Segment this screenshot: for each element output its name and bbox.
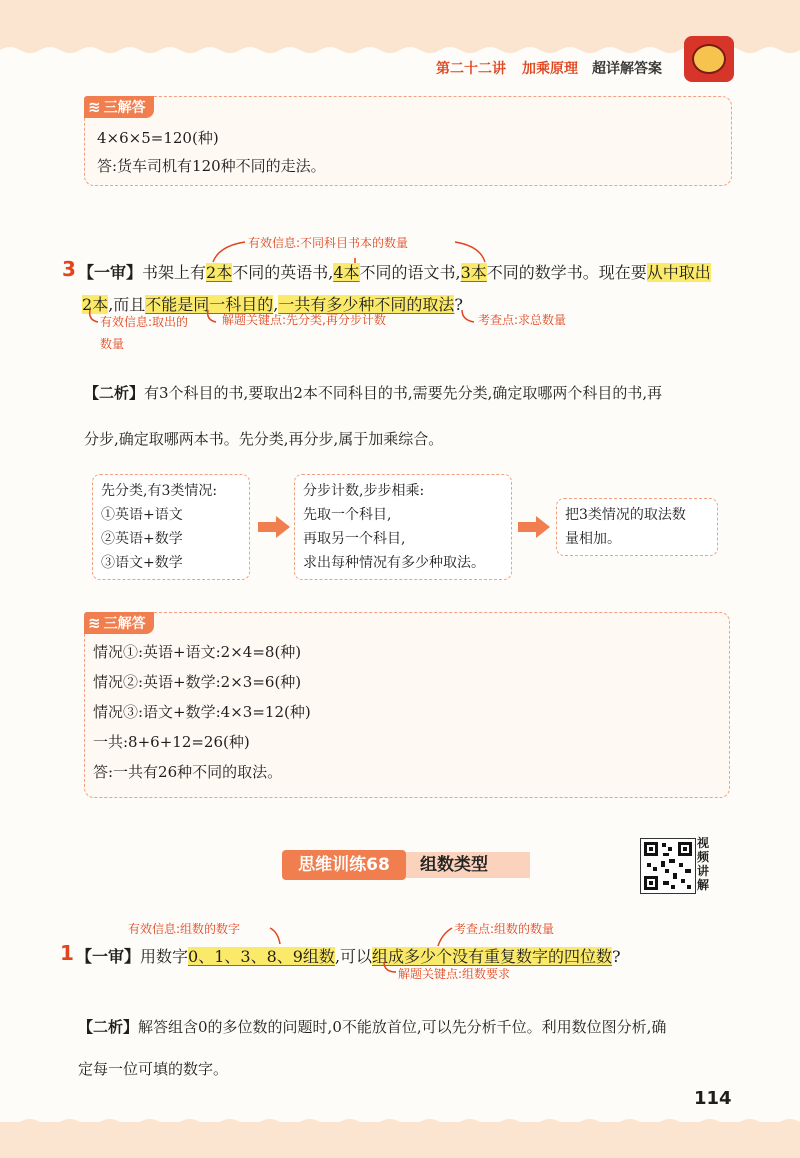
problem-3-number: 3 bbox=[62, 257, 76, 281]
p1-text: ? bbox=[612, 947, 621, 966]
answer2-line-3: 情况③:语文+数学:4×3=12(种) bbox=[93, 703, 311, 721]
bottom-wave-decoration bbox=[0, 1108, 800, 1128]
video-label-char: 视 bbox=[697, 836, 710, 850]
p3-text: 不同的数学书。现在要 bbox=[486, 263, 647, 282]
note-effective-info-left: 有效信息:取出的数量 bbox=[100, 315, 189, 351]
p3-text: 不同的语文书, bbox=[359, 263, 461, 282]
problem-1-analysis-line-2: 定每一位可填的数字。 bbox=[78, 1060, 229, 1078]
answer-tag-2 bbox=[84, 612, 154, 634]
p3-highlight-not-same-subject: 不能是同一科目的 bbox=[145, 295, 274, 314]
flow2-line: 先取一个科目, bbox=[303, 507, 392, 523]
answer-box-2 bbox=[84, 612, 730, 798]
answer-box-1 bbox=[84, 96, 732, 186]
qr-pattern bbox=[641, 839, 695, 893]
answer1-line-1: 4×6×5=120(种) bbox=[97, 129, 219, 147]
note-p1-exam-point: 考查点:组数的数量 bbox=[454, 922, 555, 936]
arrow-right-icon bbox=[256, 514, 292, 540]
answer2-line-2: 情况②:英语+数学:2×3=6(种) bbox=[93, 673, 302, 691]
answer-tag-1 bbox=[84, 96, 154, 118]
wave-icon: ≋ bbox=[88, 98, 101, 116]
note-effective-info-top: 有效信息:不同科目书本的数量 bbox=[248, 236, 409, 250]
p3-highlight-4-books: 4本 bbox=[333, 263, 360, 282]
flow-box-sum bbox=[556, 498, 718, 556]
top-wave-decoration bbox=[0, 44, 800, 68]
flow1-line: ③语文+数学 bbox=[101, 555, 183, 571]
p1-text: ,可以 bbox=[334, 947, 373, 966]
p1-highlight-digits: 0、1、3、8、9组数 bbox=[188, 947, 335, 966]
problem-3-line-1 bbox=[78, 260, 711, 283]
p3-highlight-take-out: 从中取出 bbox=[646, 263, 711, 282]
flow1-line: 先分类,有3类情况: bbox=[101, 483, 218, 499]
p3-text: , bbox=[273, 295, 279, 314]
flow3-line: 量相加。 bbox=[565, 531, 621, 547]
arrow-right-icon bbox=[516, 514, 552, 540]
header-answer-title: 超详解答案 bbox=[592, 61, 662, 77]
p3-highlight-3-books: 3本 bbox=[460, 263, 487, 282]
p3-highlight-how-many-ways: 一共有多少种不同的取法 bbox=[278, 295, 455, 314]
problem-3-analysis-line-1 bbox=[84, 382, 662, 403]
section-banner bbox=[282, 850, 530, 880]
p3-highlight-2-books-line2: 2本 bbox=[82, 295, 109, 314]
flow1-line: ②英语+数学 bbox=[101, 531, 183, 547]
header-lecture: 第二十二讲 bbox=[436, 61, 506, 77]
answer2-line-1: 情况①:英语+语文:2×4=8(种) bbox=[93, 643, 302, 661]
video-explanation-label bbox=[697, 836, 711, 892]
p3-highlight-2-books: 2本 bbox=[206, 263, 233, 282]
answer-tag-label: 三解答 bbox=[103, 100, 146, 116]
video-label-char: 解 bbox=[697, 878, 710, 892]
p1-text: 用数字 bbox=[140, 947, 189, 966]
video-label-char: 讲 bbox=[697, 864, 710, 878]
label-first-review: 【一审】 bbox=[78, 263, 143, 282]
problem-1-line bbox=[76, 944, 621, 967]
problem-3-analysis-line-2: 分步,确定取哪两本书。先分类,再分步,属于加乘综合。 bbox=[84, 430, 444, 448]
section-title-topic: 组数类型 bbox=[406, 852, 530, 878]
label-second-analysis: 【二析】 bbox=[84, 384, 145, 402]
analysis-text: 解答组含0的多位数的问题时,0不能放首位,可以先分析千位。利用数位图分析,确 bbox=[138, 1018, 667, 1036]
p3-text: 不同的英语书, bbox=[232, 263, 334, 282]
p3-text: ? bbox=[454, 295, 463, 314]
answer2-line-4: 一共:8+6+12=26(种) bbox=[93, 733, 250, 751]
flow2-line: 再取另一个科目, bbox=[303, 531, 406, 547]
note-p1-effective-info: 有效信息:组数的数字 bbox=[128, 922, 241, 936]
section-title-training: 思维训练68 bbox=[282, 850, 406, 880]
header-chapter: 加乘原理 bbox=[522, 61, 578, 77]
flow3-line: 把3类情况的取法数 bbox=[565, 507, 686, 523]
label-first-review: 【一审】 bbox=[76, 947, 141, 966]
video-label-char: 频 bbox=[697, 850, 710, 864]
problem-1-analysis-line-1 bbox=[78, 1016, 666, 1037]
book-logo bbox=[684, 36, 734, 82]
flow-box-classify bbox=[92, 474, 250, 580]
note-exam-point-right: 考查点:求总数量 bbox=[478, 313, 567, 327]
flow2-line: 求出每种情况有多少种取法。 bbox=[303, 555, 485, 571]
note-p1-bottom-arrow bbox=[380, 960, 400, 976]
flow-box-step-count bbox=[294, 474, 512, 580]
p3-text: 书架上有 bbox=[142, 263, 207, 282]
qr-code-icon[interactable] bbox=[640, 838, 696, 894]
answer1-line-2: 答:货车司机有120种不同的走法。 bbox=[97, 157, 326, 175]
flow2-line: 分步计数,步步相乘: bbox=[303, 483, 425, 499]
page-number: 114 bbox=[694, 1088, 732, 1109]
problem-1-number: 1 bbox=[60, 941, 74, 965]
wave-icon: ≋ bbox=[88, 614, 101, 632]
note-key-point-middle: 解题关键点:先分类,再分步计数 bbox=[222, 313, 386, 327]
logo-emblem-icon bbox=[692, 44, 726, 74]
p1-highlight-four-digit: 组成多少个没有重复数字的四位数 bbox=[372, 947, 613, 966]
note-p1-key-point: 解题关键点:组数要求 bbox=[398, 967, 511, 981]
flow1-line: ①英语+语文 bbox=[101, 507, 183, 523]
analysis-text: 有3个科目的书,要取出2本不同科目的书,需要先分类,确定取哪两个科目的书,再 bbox=[144, 384, 663, 402]
answer2-line-5: 答:一共有26种不同的取法。 bbox=[93, 763, 283, 781]
label-second-analysis: 【二析】 bbox=[78, 1018, 139, 1036]
answer-tag-label: 三解答 bbox=[103, 616, 146, 632]
p3-text: ,而且 bbox=[108, 295, 146, 314]
